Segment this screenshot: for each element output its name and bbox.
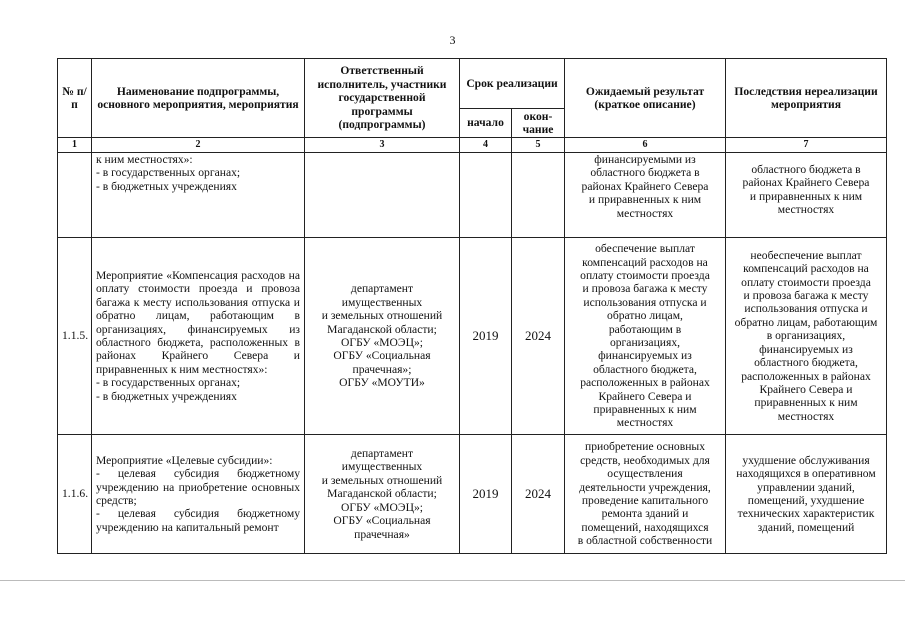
page-bottom-divider xyxy=(0,580,905,581)
column-number: 6 xyxy=(565,138,726,153)
column-number: 4 xyxy=(460,138,512,153)
row-end: 2024 xyxy=(512,435,565,554)
row-consequences xyxy=(726,153,887,238)
header-row xyxy=(58,59,887,109)
consequence-line: компенсаций расходов на xyxy=(743,262,869,276)
consequence-line: ухудшение обслуживания xyxy=(742,453,870,467)
row-start: 2019 xyxy=(460,435,512,554)
responsible-line: Магаданской области; xyxy=(327,322,437,336)
responsible-line: прачечная»; xyxy=(352,362,412,376)
consequence-line: районах Крайнего Севера xyxy=(742,176,870,190)
responsible-line: и земельных отношений xyxy=(321,309,443,323)
row-start xyxy=(460,153,512,238)
header-start: начало xyxy=(460,109,512,138)
result-line: обеспечение выплат xyxy=(595,242,695,256)
consequence-line: областного бюджета, xyxy=(754,356,858,370)
name-line: Мероприятие «Целевые субсидии»: xyxy=(96,453,273,467)
consequence-line: местностях xyxy=(777,203,835,217)
consequence-line: финансируемых из xyxy=(759,342,853,356)
result-line: работающим в xyxy=(608,322,682,336)
result-line: Крайнего Севера и xyxy=(598,389,692,403)
table-row xyxy=(58,435,887,554)
responsible-line: Магаданской области; xyxy=(327,487,437,501)
name-line: - целевая субсидия бюджетному учреждению на приобретение основных средств; xyxy=(96,467,300,507)
consequence-line: находящихся в оперативном xyxy=(736,467,876,481)
row-name xyxy=(92,238,305,435)
consequence-line: приравненных к ним xyxy=(754,396,858,410)
result-line: средств, необходимых для xyxy=(580,453,710,467)
row-name xyxy=(92,435,305,554)
responsible-line: прачечная» xyxy=(354,527,410,541)
result-line: районах Крайнего Севера xyxy=(581,179,709,193)
row-number: 1.1.6. xyxy=(58,435,92,554)
name-line: к ним местностях»: xyxy=(96,153,193,166)
row-consequences xyxy=(726,238,887,435)
responsible-line: ОГБУ «Социальная xyxy=(333,349,431,363)
result-line: организациях, xyxy=(609,336,681,349)
row-name xyxy=(92,153,305,238)
result-line: ремонта зданий и xyxy=(601,507,689,521)
responsible-line: ОГБУ «МОЭЦ»; xyxy=(341,500,423,514)
result-line: и провоза багажа к месту xyxy=(582,282,708,296)
header-period: Срок реализации xyxy=(460,59,565,109)
header-end: окон-чание xyxy=(512,109,565,138)
measures-table xyxy=(57,58,887,554)
column-number: 3 xyxy=(305,138,460,153)
result-line: помещений, находящихся xyxy=(581,520,709,534)
row-number xyxy=(58,153,92,238)
row-start: 2019 xyxy=(460,238,512,435)
result-line: местностях xyxy=(616,416,674,430)
header-result: Ожидаемый результат (краткое описание) xyxy=(565,59,726,138)
row-consequences xyxy=(726,435,887,554)
row-end: 2024 xyxy=(512,238,565,435)
responsible-line: ОГБУ «Социальная xyxy=(333,514,431,528)
consequence-line: необеспечение выплат xyxy=(750,248,862,262)
result-line: местностях xyxy=(616,206,674,220)
result-line: областного бюджета в xyxy=(590,166,700,180)
consequence-line: технических характеристик xyxy=(737,507,875,521)
result-line: областного бюджета, xyxy=(593,362,697,376)
consequence-line: расположенных в районах xyxy=(741,369,871,383)
result-line: в областной собственности xyxy=(577,534,713,548)
header-consequences: Последствия нереализации мероприятия xyxy=(726,59,887,138)
row-end xyxy=(512,153,565,238)
row-responsible xyxy=(305,238,460,435)
result-line: осуществления xyxy=(607,467,683,481)
responsible-line: имущественных xyxy=(341,295,423,309)
row-number: 1.1.5. xyxy=(58,238,92,435)
column-number: 2 xyxy=(92,138,305,153)
result-line: оплату стоимости проезда xyxy=(580,268,710,282)
header-responsible: Ответственный исполнитель, участники государственной программы (подпрограммы) xyxy=(305,59,460,138)
name-text: Мероприятие «Компенсация расходов на оплату стоимости проезда и провоза багажа к месту использования отпуска и обратно лицам, работающим в организациях, финансируемых из областного бюджета, расположенных в районах Крайнего Севера и приравненных к ним местностях»: xyxy=(96,268,300,376)
column-number: 7 xyxy=(726,138,887,153)
result-line: и приравненных к ним xyxy=(588,193,702,207)
header-number: № п/п xyxy=(58,59,92,138)
result-line: финансируемыми из xyxy=(594,153,696,166)
column-number-row xyxy=(58,138,887,153)
page-number: 3 xyxy=(449,33,456,47)
result-line: использования отпуска и xyxy=(583,295,707,309)
result-line: компенсаций расходов на xyxy=(582,255,708,269)
result-line: приравненных к ним xyxy=(593,403,697,417)
name-line: - в бюджетных учреждениях xyxy=(96,389,237,403)
responsible-line: имущественных xyxy=(341,460,423,474)
result-line: финансируемых из xyxy=(598,349,692,363)
consequence-line: местностях xyxy=(777,409,835,423)
name-line: - в государственных органах; xyxy=(96,166,241,180)
consequence-line: обратно лицам, работающим xyxy=(734,315,878,329)
consequence-line: управлении зданий, xyxy=(757,480,855,494)
consequence-line: Крайнего Севера и xyxy=(759,382,853,396)
consequence-line: в организациях, xyxy=(766,329,846,343)
consequence-line: и приравненных к ним xyxy=(749,189,863,203)
row-responsible xyxy=(305,435,460,554)
consequence-line: помещений, ухудшение xyxy=(747,494,865,507)
result-line: приобретение основных xyxy=(584,440,705,454)
column-number: 5 xyxy=(512,138,565,153)
consequence-line: областного бюджета в xyxy=(751,163,861,176)
responsible-line: ОГБУ «МОУТИ» xyxy=(339,376,425,390)
responsible-line: и земельных отношений xyxy=(321,473,443,487)
consequence-line: и провоза багажа к месту xyxy=(743,289,869,303)
name-line: - целевая субсидия бюджетному учреждению на капитальный ремонт xyxy=(96,507,300,534)
table-row xyxy=(58,238,887,435)
header-name: Наименование подпрограммы, основного мероприятия, мероприятия xyxy=(92,59,305,138)
row-responsible xyxy=(305,153,460,238)
consequence-line: зданий, помещений xyxy=(757,520,855,534)
responsible-line: департамент xyxy=(350,447,414,461)
row-result xyxy=(565,238,726,435)
name-line: - в бюджетных учреждениях xyxy=(96,179,237,193)
result-line: деятельности учреждения, xyxy=(579,480,711,494)
result-line: расположенных в районах xyxy=(580,376,710,390)
table-row xyxy=(58,153,887,238)
consequence-line: использования отпуска и xyxy=(744,302,868,316)
result-line: проведение капитального xyxy=(581,494,709,507)
result-line: обратно лицам, xyxy=(607,309,683,323)
responsible-line: ОГБУ «МОЭЦ»; xyxy=(341,336,423,349)
row-result xyxy=(565,153,726,238)
consequence-line: оплату стоимости проезда xyxy=(741,275,871,289)
responsible-line: департамент xyxy=(350,282,414,296)
column-number: 1 xyxy=(58,138,92,153)
name-line: - в государственных органах; xyxy=(96,376,241,390)
row-result xyxy=(565,435,726,554)
